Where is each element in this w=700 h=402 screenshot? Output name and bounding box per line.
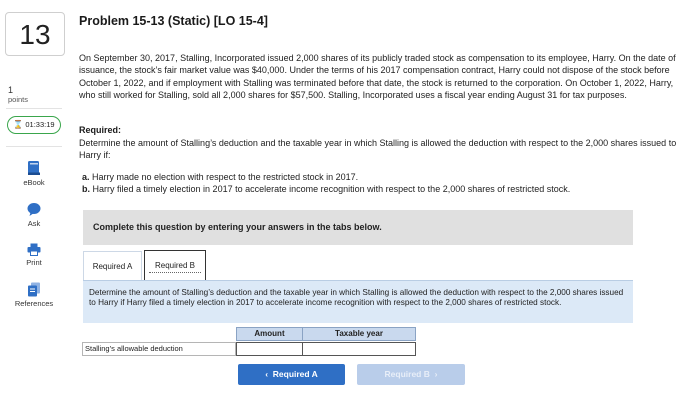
references-label: References: [14, 299, 54, 308]
ebook-label: eBook: [23, 178, 45, 187]
points-label: points: [8, 95, 29, 104]
taxable-year-input-cell: [302, 342, 416, 356]
ask-label: Ask: [27, 219, 41, 228]
option-b: [82, 184, 570, 194]
rail-divider: [6, 146, 62, 147]
printer-icon: [27, 243, 41, 256]
ebook-button[interactable]: [0, 160, 68, 187]
timer-text: 01:33:19: [25, 120, 55, 129]
row-label-allowable-deduction: Stalling’s allowable deduction: [82, 342, 236, 356]
question-number: 13: [5, 12, 65, 56]
timer-badge: [7, 116, 61, 134]
next-required-b-button[interactable]: [357, 364, 465, 385]
amount-input[interactable]: [237, 348, 302, 360]
prev-required-a-button[interactable]: [238, 364, 345, 385]
hourglass-icon: ⌛: [13, 120, 24, 129]
option-text: Harry filed a timely election in 2017 to accelerate income recognition with respect to the 2,000 shares of restricted stock.: [92, 184, 571, 194]
chat-bubble-icon: [27, 202, 41, 217]
ask-button[interactable]: [0, 202, 68, 228]
points-value: 1: [8, 85, 14, 95]
amount-input-cell: [236, 342, 303, 356]
chevron-left-icon: ‹: [265, 369, 269, 379]
prev-label: Required A: [272, 369, 318, 379]
print-label: Print: [26, 258, 42, 267]
left-rail: [0, 0, 68, 402]
table-corner: [82, 327, 236, 341]
next-label: Required B: [384, 369, 430, 379]
problem-body: On September 30, 2017, Stalling, Incorporated issued 2,000 shares of its publicly traded stock as compensation to its employee, Harry. On the date of issuance, the stock’s fair market value was $40,000. Under the terms of his 2017 compensation contract, Harry could not dispose of the stock before October 1, 2022, and if employment with Stalling was terminated before that date, the stock is returned to the corporation. On October 1, 2022, Harry, who still worked for Stalling, sold all 2,000 shares for $57,500. Stalling, Incorporated uses a fiscal year ending August 31 for tax purposes.: [79, 53, 676, 101]
option-letter: b.: [82, 184, 90, 194]
column-header-taxable-year: Taxable year: [302, 327, 416, 341]
required-text: Determine the amount of Stalling’s deduction and the taxable year in which Stalling is allowed the deduction with respect to the 2,000 shares issued to Harry if:: [79, 138, 677, 160]
print-button[interactable]: [0, 243, 68, 267]
instruction-banner: Complete this question by entering your answers in the tabs below.: [83, 210, 633, 245]
column-header-amount: Amount: [236, 327, 303, 341]
problem-title: Problem 15-13 (Static) [LO 15-4]: [79, 14, 268, 28]
tab-required-b[interactable]: Required B: [144, 250, 206, 281]
required-heading: Required:: [79, 125, 122, 135]
book-icon: [27, 160, 41, 176]
rail-divider: [6, 108, 62, 109]
option-text: Harry made no election with respect to the restricted stock in 2017.: [92, 172, 359, 182]
taxable-year-input[interactable]: [303, 348, 415, 360]
option-a: [82, 172, 358, 182]
option-letter: a.: [82, 172, 90, 182]
references-button[interactable]: [0, 282, 68, 308]
documents-icon: [27, 282, 41, 297]
tab-panel-instructions: Determine the amount of Stalling’s deduction and the taxable year in which Stalling is allowed the deduction with respect to the 2,000 shares issued to Harry if Harry filed a timely election in 2017 to accelerate income recognition with respect to the 2,000 shares of restricted stock.: [83, 280, 633, 323]
chevron-right-icon: ›: [434, 369, 438, 379]
tab-required-a[interactable]: Required A: [83, 251, 142, 280]
